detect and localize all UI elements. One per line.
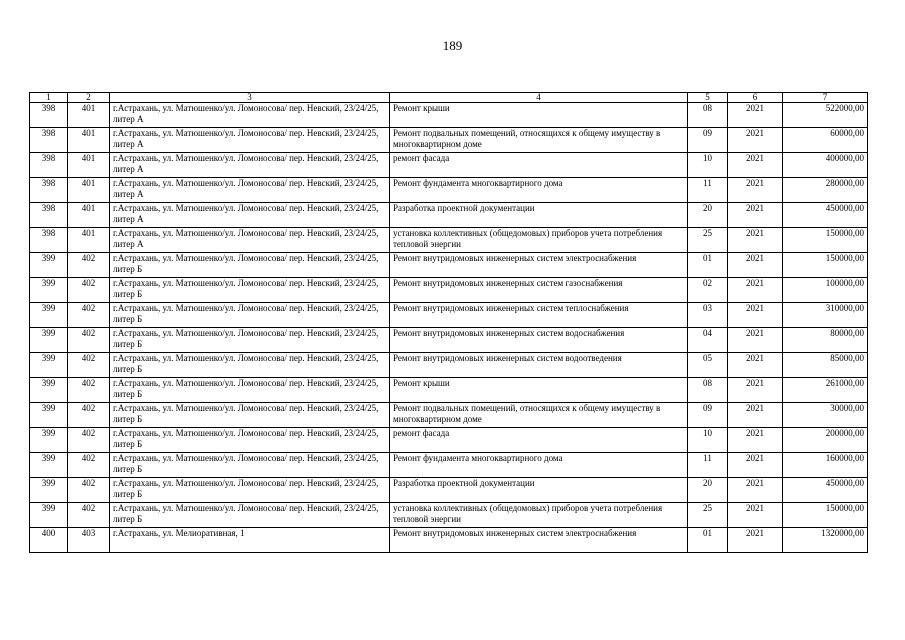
amount-cell: 1320000,00 (783, 528, 868, 553)
address-cell: г.Астрахань, ул. Матюшенко/ул. Ломоносова/ пер. Невский, 23/24/25, литер Б (110, 478, 390, 503)
house-number-cell: 402 (68, 253, 110, 278)
work-type-cell: Ремонт подвальных помещений, относящихся к общему имуществу в многоквартирном доме (390, 403, 688, 428)
address-cell: г.Астрахань, ул. Матюшенко/ул. Ломоносова/ пер. Невский, 23/24/25, литер А (110, 178, 390, 203)
row-number-cell: 399 (30, 478, 68, 503)
house-number-cell: 401 (68, 153, 110, 178)
amount-cell: 150000,00 (783, 228, 868, 253)
year-cell: 2021 (728, 153, 783, 178)
work-type-cell: Ремонт фундамента многоквартирного дома (390, 178, 688, 203)
work-code-cell: 25 (688, 503, 728, 528)
amount-cell: 280000,00 (783, 178, 868, 203)
work-code-cell: 03 (688, 303, 728, 328)
house-number-cell: 402 (68, 453, 110, 478)
row-number-cell: 399 (30, 453, 68, 478)
table-row (30, 428, 868, 453)
work-code-cell: 09 (688, 128, 728, 153)
work-type-cell: Ремонт фундамента многоквартирного дома (390, 453, 688, 478)
work-code-cell: 11 (688, 453, 728, 478)
table-row (30, 403, 868, 428)
table-row (30, 478, 868, 503)
column-header: 5 (688, 93, 728, 103)
address-cell: г.Астрахань, ул. Матюшенко/ул. Ломоносова/ пер. Невский, 23/24/25, литер А (110, 103, 390, 128)
work-type-cell: Ремонт внутридомовых инженерных систем водоотведения (390, 353, 688, 378)
work-code-cell: 20 (688, 478, 728, 503)
row-number-cell: 398 (30, 203, 68, 228)
amount-cell: 450000,00 (783, 478, 868, 503)
address-cell: г.Астрахань, ул. Матюшенко/ул. Ломоносова/ пер. Невский, 23/24/25, литер Б (110, 503, 390, 528)
row-number-cell: 399 (30, 303, 68, 328)
house-number-cell: 403 (68, 528, 110, 553)
amount-cell: 150000,00 (783, 503, 868, 528)
table-row (30, 528, 868, 553)
year-cell: 2021 (728, 503, 783, 528)
row-number-cell: 398 (30, 228, 68, 253)
work-code-cell: 01 (688, 253, 728, 278)
work-type-cell: Ремонт крыши (390, 378, 688, 403)
house-number-cell: 402 (68, 403, 110, 428)
work-code-cell: 02 (688, 278, 728, 303)
row-number-cell: 398 (30, 153, 68, 178)
column-header: 1 (30, 93, 68, 103)
work-type-cell: установка коллективных (общедомовых) приборов учета потребления тепловой энергии (390, 503, 688, 528)
row-number-cell: 399 (30, 253, 68, 278)
address-cell: г.Астрахань, ул. Матюшенко/ул. Ломоносова/ пер. Невский, 23/24/25, литер Б (110, 303, 390, 328)
work-code-cell: 25 (688, 228, 728, 253)
house-number-cell: 401 (68, 228, 110, 253)
year-cell: 2021 (728, 403, 783, 428)
table-row (30, 378, 868, 403)
row-number-cell: 399 (30, 378, 68, 403)
row-number-cell: 399 (30, 328, 68, 353)
year-cell: 2021 (728, 178, 783, 203)
column-header: 7 (783, 93, 868, 103)
year-cell: 2021 (728, 203, 783, 228)
address-cell: г.Астрахань, ул. Матюшенко/ул. Ломоносова/ пер. Невский, 23/24/25, литер Б (110, 403, 390, 428)
house-number-cell: 402 (68, 303, 110, 328)
amount-cell: 400000,00 (783, 153, 868, 178)
table-row (30, 103, 868, 128)
amount-cell: 80000,00 (783, 328, 868, 353)
amount-cell: 450000,00 (783, 203, 868, 228)
work-code-cell: 04 (688, 328, 728, 353)
amount-cell: 60000,00 (783, 128, 868, 153)
work-code-cell: 09 (688, 403, 728, 428)
page-number: 189 (442, 38, 463, 53)
address-cell: г.Астрахань, ул. Матюшенко/ул. Ломоносова/ пер. Невский, 23/24/25, литер Б (110, 378, 390, 403)
year-cell: 2021 (728, 428, 783, 453)
address-cell: г.Астрахань, ул. Матюшенко/ул. Ломоносова/ пер. Невский, 23/24/25, литер А (110, 153, 390, 178)
address-cell: г.Астрахань, ул. Мелиоративная, 1 (110, 528, 390, 553)
address-cell: г.Астрахань, ул. Матюшенко/ул. Ломоносова/ пер. Невский, 23/24/25, литер Б (110, 278, 390, 303)
house-number-cell: 402 (68, 278, 110, 303)
table-row (30, 128, 868, 153)
amount-cell: 261000,00 (783, 378, 868, 403)
address-cell: г.Астрахань, ул. Матюшенко/ул. Ломоносова/ пер. Невский, 23/24/25, литер Б (110, 428, 390, 453)
year-cell: 2021 (728, 353, 783, 378)
table-row (30, 453, 868, 478)
table-row (30, 353, 868, 378)
table-row (30, 203, 868, 228)
work-type-cell: Разработка проектной документации (390, 203, 688, 228)
registry-table (29, 92, 868, 553)
table-row (30, 278, 868, 303)
work-type-cell: Ремонт внутридомовых инженерных систем теплоснабжения (390, 303, 688, 328)
row-number-cell: 399 (30, 503, 68, 528)
year-cell: 2021 (728, 378, 783, 403)
work-code-cell: 05 (688, 353, 728, 378)
work-code-cell: 01 (688, 528, 728, 553)
amount-cell: 522000,00 (783, 103, 868, 128)
work-code-cell: 11 (688, 178, 728, 203)
row-number-cell: 399 (30, 353, 68, 378)
amount-cell: 30000,00 (783, 403, 868, 428)
house-number-cell: 402 (68, 478, 110, 503)
house-number-cell: 401 (68, 128, 110, 153)
address-cell: г.Астрахань, ул. Матюшенко/ул. Ломоносова/ пер. Невский, 23/24/25, литер А (110, 203, 390, 228)
work-type-cell: Ремонт внутридомовых инженерных систем электроснабжения (390, 528, 688, 553)
work-type-cell: ремонт фасада (390, 428, 688, 453)
house-number-cell: 401 (68, 203, 110, 228)
house-number-cell: 401 (68, 178, 110, 203)
table-row (30, 328, 868, 353)
house-number-cell: 401 (68, 103, 110, 128)
work-code-cell: 08 (688, 103, 728, 128)
address-cell: г.Астрахань, ул. Матюшенко/ул. Ломоносова/ пер. Невский, 23/24/25, литер А (110, 128, 390, 153)
house-number-cell: 402 (68, 353, 110, 378)
table-row (30, 253, 868, 278)
year-cell: 2021 (728, 278, 783, 303)
column-header: 3 (110, 93, 390, 103)
table-row (30, 153, 868, 178)
column-header: 6 (728, 93, 783, 103)
year-cell: 2021 (728, 453, 783, 478)
address-cell: г.Астрахань, ул. Матюшенко/ул. Ломоносова/ пер. Невский, 23/24/25, литер Б (110, 453, 390, 478)
table-row (30, 228, 868, 253)
row-number-cell: 398 (30, 178, 68, 203)
work-type-cell: Ремонт внутридомовых инженерных систем газоснабжения (390, 278, 688, 303)
year-cell: 2021 (728, 303, 783, 328)
table-row (30, 303, 868, 328)
year-cell: 2021 (728, 478, 783, 503)
address-cell: г.Астрахань, ул. Матюшенко/ул. Ломоносова/ пер. Невский, 23/24/25, литер Б (110, 328, 390, 353)
row-number-cell: 399 (30, 428, 68, 453)
row-number-cell: 400 (30, 528, 68, 553)
column-header: 4 (390, 93, 688, 103)
header-row (30, 93, 868, 103)
house-number-cell: 402 (68, 503, 110, 528)
table-body (30, 103, 868, 553)
year-cell: 2021 (728, 328, 783, 353)
work-code-cell: 10 (688, 428, 728, 453)
row-number-cell: 398 (30, 128, 68, 153)
row-number-cell: 399 (30, 278, 68, 303)
house-number-cell: 402 (68, 428, 110, 453)
address-cell: г.Астрахань, ул. Матюшенко/ул. Ломоносова/ пер. Невский, 23/24/25, литер А (110, 228, 390, 253)
address-cell: г.Астрахань, ул. Матюшенко/ул. Ломоносова/ пер. Невский, 23/24/25, литер Б (110, 253, 390, 278)
row-number-cell: 399 (30, 403, 68, 428)
row-number-cell: 398 (30, 103, 68, 128)
work-type-cell: Разработка проектной документации (390, 478, 688, 503)
table-row (30, 503, 868, 528)
house-number-cell: 402 (68, 378, 110, 403)
year-cell: 2021 (728, 253, 783, 278)
work-type-cell: Ремонт внутридомовых инженерных систем водоснабжения (390, 328, 688, 353)
amount-cell: 85000,00 (783, 353, 868, 378)
work-code-cell: 08 (688, 378, 728, 403)
year-cell: 2021 (728, 128, 783, 153)
amount-cell: 310000,00 (783, 303, 868, 328)
amount-cell: 150000,00 (783, 253, 868, 278)
year-cell: 2021 (728, 528, 783, 553)
work-type-cell: установка коллективных (общедомовых) приборов учета потребления тепловой энергии (390, 228, 688, 253)
address-cell: г.Астрахань, ул. Матюшенко/ул. Ломоносова/ пер. Невский, 23/24/25, литер Б (110, 353, 390, 378)
amount-cell: 160000,00 (783, 453, 868, 478)
amount-cell: 200000,00 (783, 428, 868, 453)
table-row (30, 178, 868, 203)
work-type-cell: Ремонт внутридомовых инженерных систем электроснабжения (390, 253, 688, 278)
column-header: 2 (68, 93, 110, 103)
year-cell: 2021 (728, 103, 783, 128)
year-cell: 2021 (728, 228, 783, 253)
house-number-cell: 402 (68, 328, 110, 353)
work-code-cell: 20 (688, 203, 728, 228)
work-type-cell: Ремонт крыши (390, 103, 688, 128)
work-type-cell: Ремонт подвальных помещений, относящихся к общему имуществу в многоквартирном доме (390, 128, 688, 153)
amount-cell: 100000,00 (783, 278, 868, 303)
work-code-cell: 10 (688, 153, 728, 178)
work-type-cell: ремонт фасада (390, 153, 688, 178)
